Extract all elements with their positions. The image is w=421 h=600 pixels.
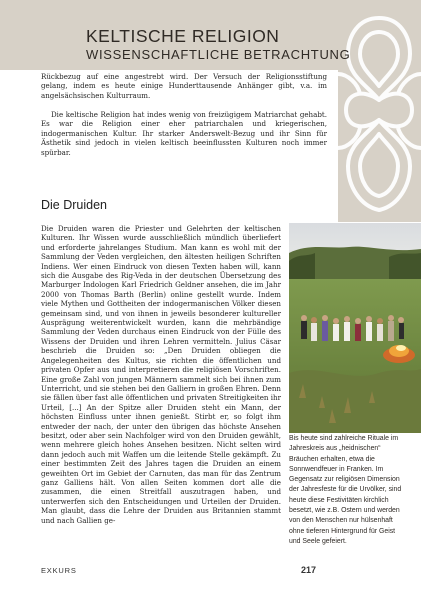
section-heading: Die Druiden bbox=[41, 198, 108, 212]
page-title: KELTISCHE RELIGION bbox=[86, 26, 280, 46]
footer-label: EXKURS bbox=[41, 566, 77, 575]
body-paragraph: Die keltische Religion hat indes wenig von freizügigem Matriarchat gehabt. Es war die Religion einer eher patriarchalen und kriegerischen, indogermanischen Kultur. Ihr starker Anderswelt-Bezug und ihr Sinn für Ästhetik sind jedoch in vielen keltisch beeinflussten Kulturen noch immer spürbar. bbox=[41, 110, 327, 157]
page-subtitle: WISSENSCHAFTLICHE BETRACHTUNG bbox=[86, 47, 351, 62]
celtic-knot-ornament-icon bbox=[338, 14, 421, 214]
page-number: 217 bbox=[300, 565, 316, 575]
intro-paragraph bbox=[41, 72, 327, 100]
ritual-photo bbox=[289, 223, 421, 433]
intro-paragraph-lead: Rückbezug bbox=[41, 72, 87, 81]
photo-caption: Bis heute sind zahlreiche Rituale im Jahreskreis aus „heidnischen“ Bräuchen erhalten, etwa die Sonnwendfeuer in Franken. Im Gegensatz zur religiösen Dimension der Jahresfeste für die Urvölker, sind heute diese Festivitäten kirchlich besetzt, wie z.B. Ostern und werden von den Menschen nur hülsenhaft ohne tieferen Hintergrund für Geist und Seele gefeiert. bbox=[289, 435, 402, 545]
intro-paragraph-text: auf eine angestrebt wird. Der Versuch der Religionsstiftung gelang, indem es heute einige Hunderttausende Anhänger gibt, v.a. im angelsächsischen Kulturraum. bbox=[41, 72, 327, 100]
druiden-paragraph: Die Druiden waren die Priester und Gelehrten der keltischen Kulturen. Ihr Wissen wurde ausschließlich mündlich überliefert und erforderte jahrelanges Studium. Man kann es wohl mit der Sammlung der Veden vergleichen, den ältesten heiligen Schriften Indiens. Wer einen Eindruck von diesen Texten haben will, kann sich die Ausgabe des Rig-Veda in der deutschen Übersetzung des Marburger Indologen Karl Friedrich Geldner ansehen, die im Jahr 2000 von Thomas Barth (Berlin) online gestellt wurde. Indem viele Mythen und Gottheiten der indogermanischen Völker diesen gemeinsam sind, und von ihnen in jeweils besonderer kultureller Ausprägung weiterentwickelt wurden, kann die mehrbändige Sammlung der Veden durchaus einen Eindruck von der Fülle des Wissens der Druiden und ihren Lehren vermitteln. Julius Cäsar beschrieb die Druiden so: „Den Druiden obliegen die Angelegenheiten des Kultus, sie richten die öffentlichen und privaten Opfer aus und interpretieren die religiösen Vorschriften. Eine große Zahl von jungen Männern sammelt sich bei ihnen zum Unterricht, und sie stehen bei den Galliern in großen Ehren. Denn sie fällen über fast alle öffentlichen und privaten Streitigkeiten ihr Urteil, [...] An der Spitze aller Druiden steht ein Mann, der höchsten Einfluss unter ihnen genießt. Stirbt er, so folgt ihm entweder der nach, der unter den übrigen das höchste Ansehen besitzt, oder aber sein Nachfolger wird von den Druiden gewählt, wenn mehrere gleich hohes Ansehen besitzen. Nicht selten wird dann jedoch auch mit Waffen um die leitende Stelle gekämpft. Zu einer bestimmten Zeit des Jahres tagen die Druiden an einem geweihten Ort im Gebiet der Carnuten, das man für das Zentrum ganz Galliens hält. Von allen Seiten kommen dort alle die zusammen, die einen Streitfall auszutragen haben, und unterwerfen sich den Entscheidungen und Urteilen der Druiden. Man glaubt, dass die Lehre der Druiden aus Britannien stammt und nach Gallien ge- bbox=[41, 224, 281, 525]
ritual-photo-image bbox=[289, 223, 421, 433]
